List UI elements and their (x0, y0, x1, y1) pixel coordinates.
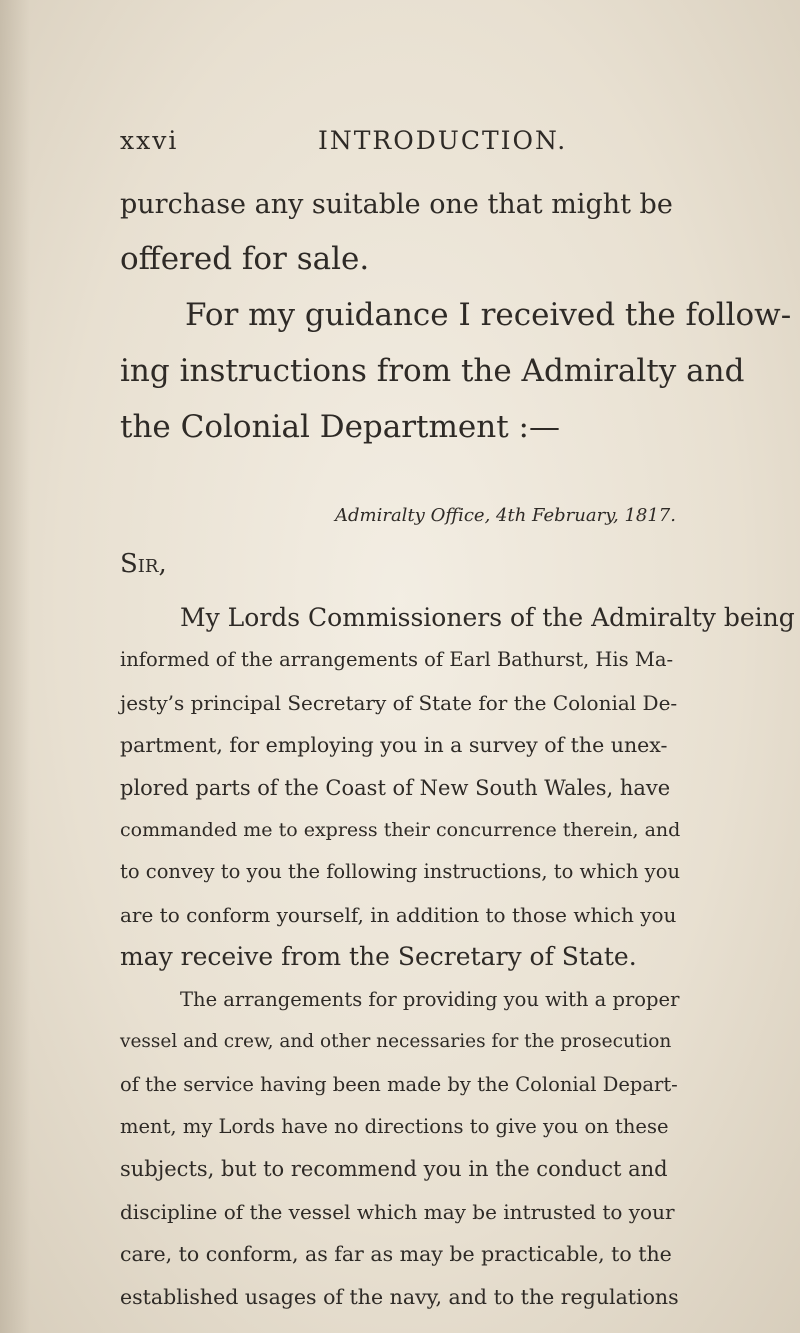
running-head (0, 126, 800, 166)
body-line-text: purchase any suitable one that might be (120, 189, 673, 220)
body-line-text: ing instructions from the Admiralty and (120, 353, 745, 389)
letter-line-text: partment, for employing you in a survey of the unex- (120, 733, 668, 757)
body-line (120, 180, 680, 230)
letter-dateline: Admiralty Office, 4th February, 1817. (335, 505, 676, 526)
letter-line-text: established usages of the navy, and to the regulations (120, 1285, 679, 1309)
body-line (120, 402, 680, 452)
letter-line-text: of the service having been made by the Colonial Depart- (120, 1073, 678, 1096)
letter-line-text: The arrangements for providing you with a proper (180, 988, 680, 1011)
body-line-text: offered for sale. (120, 241, 370, 277)
letter-line (120, 1272, 680, 1322)
letter-line-text: subjects, but to recommend you in the conduct and (120, 1157, 668, 1181)
running-title: INTRODUCTION. (318, 126, 568, 155)
letter-line-text: may receive from the Secretary of State. (120, 942, 637, 971)
letter-line-text: commanded me to express their concurrence therein, and (120, 819, 681, 841)
letter-line-text: vessel and crew, and other necessaries for the prosecution (120, 1031, 672, 1052)
body-line (120, 346, 745, 396)
letter-line-text: ment, my Lords have no directions to give you on these (120, 1115, 669, 1138)
letter-line-text: discipline of the vessel which may be intrusted to your (120, 1200, 675, 1224)
letter-line-text: plored parts of the Coast of New South Wales, have (120, 776, 671, 800)
letter-salutation: Sir, (120, 549, 167, 579)
body-line (120, 234, 680, 284)
letter-line-text: to convey to you the following instructions, to which you (120, 860, 680, 883)
body-line (185, 290, 792, 340)
letter-line-text: jesty’s principal Secretary of State for the Colonial De- (120, 691, 678, 715)
body-line-text: the Colonial Department :— (120, 409, 560, 445)
letter-line-text: informed of the arrangements of Earl Bathurst, His Ma- (120, 648, 674, 671)
letter-line-text: My Lords Commissioners of the Admiralty being (180, 603, 795, 632)
letter-line-text: care, to conform, as far as may be practicable, to the (120, 1242, 672, 1266)
letter-line-text: are to conform yourself, in addition to those which you (120, 903, 677, 927)
gutter-shadow (0, 0, 30, 1333)
body-line-text: For my guidance I received the follow- (185, 297, 792, 333)
page-number: xxvi (120, 126, 179, 155)
